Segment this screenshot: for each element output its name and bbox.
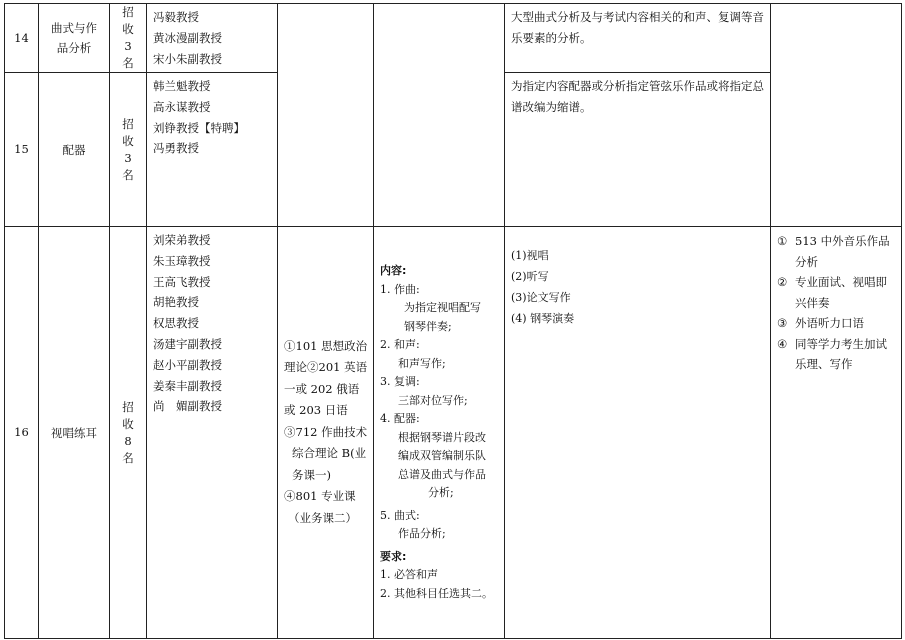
supervisor-name: 韩兰魁教授 xyxy=(153,79,211,93)
exam-subject-line: 一或 202 俄语 xyxy=(284,381,360,396)
supervisor-list xyxy=(147,4,278,73)
note-marker: ③ xyxy=(777,316,788,330)
supervisor-name: 高永谋教授 xyxy=(153,99,211,114)
quota-char: 名 xyxy=(122,167,134,182)
note-marker: ④ xyxy=(777,336,788,351)
content-line: 钢琴伴奏; xyxy=(404,319,452,333)
exam-subject-line: 或 203 日语 xyxy=(284,403,348,418)
supervisor-name: 朱玉璋教授 xyxy=(153,253,211,268)
enrollment-quota xyxy=(110,227,147,639)
content-line: 4. 配器: xyxy=(380,412,420,425)
supervisor-name: 尚 媚副教授 xyxy=(153,399,222,414)
quota-char: 名 xyxy=(122,450,134,465)
row-number: 14 xyxy=(5,4,39,73)
note-marker: ② xyxy=(777,275,788,289)
note-item xyxy=(777,313,897,334)
exam-subjects-cell xyxy=(278,4,374,227)
quota-char: 收 xyxy=(122,22,134,36)
content-line: 1. 作曲: xyxy=(380,282,420,296)
note-item xyxy=(777,231,897,272)
exam-subject-line: 理论②201 英语 xyxy=(284,360,368,375)
note-text: 同等学力考生加试乐理、写作 xyxy=(795,336,887,371)
exam-subject-line: 综合理论 B(业 xyxy=(292,446,367,461)
supervisor-name: 宋小朱副教授 xyxy=(153,51,222,66)
quota-char: 收 xyxy=(122,416,134,431)
exam-subject-line: ③712 作曲技术 xyxy=(284,424,368,439)
content-line: 和声写作; xyxy=(398,356,446,370)
content-line: 根据钢琴谱片段改 xyxy=(398,430,486,444)
note-item xyxy=(777,334,897,375)
retest-subject: (2)听写 xyxy=(511,270,549,283)
row-number: 15 xyxy=(5,73,39,227)
note-item xyxy=(777,272,897,313)
program-name: 视唱练耳 xyxy=(39,227,110,639)
retest-requirement: 大型曲式分析及与考试内容相关的和声、复调等音乐要素的分析。 xyxy=(505,4,771,73)
supervisor-name: 权思教授 xyxy=(153,316,199,331)
enrollment-quota xyxy=(110,4,147,73)
content-line: 为指定视唱配写 xyxy=(404,301,481,314)
quota-char: 名 xyxy=(122,56,134,70)
note-marker: ① xyxy=(777,234,788,248)
content-line: 5. 曲式: xyxy=(380,508,420,522)
row-number: 16 xyxy=(5,227,39,639)
exam-subjects xyxy=(278,227,374,639)
program-name: 配器 xyxy=(39,73,110,227)
quota-char: 3 xyxy=(124,39,132,53)
content-line: 3. 复调: xyxy=(380,375,420,388)
content-line: 分析; xyxy=(428,486,454,499)
supervisor-name: 赵小平副教授 xyxy=(153,357,222,372)
quota-char: 3 xyxy=(124,150,132,165)
supervisor-name: 胡艳教授 xyxy=(153,295,199,310)
note-text: 专业面试、视唱即兴伴奏 xyxy=(795,275,887,310)
supervisor-name: 黄冰漫副教授 xyxy=(153,30,222,45)
requirement-line: 2. 其他科目任选其二。 xyxy=(380,586,493,600)
exam-subject-line: （业务课二） xyxy=(288,510,357,525)
program-name xyxy=(39,4,110,73)
exam-content-cell xyxy=(374,4,505,227)
notes-list xyxy=(771,227,902,639)
content-line: 总谱及曲式与作品 xyxy=(398,467,486,481)
supervisor-name: 刘铮教授【特聘】 xyxy=(153,120,245,135)
enrollment-quota xyxy=(110,73,147,227)
program-table xyxy=(4,3,902,639)
table-row xyxy=(5,4,902,73)
supervisor-name: 冯毅教授 xyxy=(153,10,199,24)
note-text: 外语听力口语 xyxy=(795,316,864,330)
content-line: 编成双管编制乐队 xyxy=(398,449,486,462)
program-name-line: 曲式与作 xyxy=(51,21,97,35)
requirement-line: 1. 必答和声 xyxy=(380,568,438,581)
content-line: 三部对位写作; xyxy=(398,393,468,407)
quota-char: 招 xyxy=(122,399,134,414)
exam-subject-line: ①101 思想政治 xyxy=(284,338,368,353)
supervisor-list xyxy=(147,227,278,639)
note-text: 513 中外音乐作品分析 xyxy=(795,234,890,269)
notes-cell xyxy=(771,4,902,227)
exam-subject-line: ④801 专业课 xyxy=(284,489,356,504)
supervisor-name: 刘荣弟教授 xyxy=(153,233,211,247)
quota-char: 招 xyxy=(122,116,134,131)
content-heading: 内容: xyxy=(380,264,407,277)
table-row xyxy=(5,227,902,639)
quota-char: 招 xyxy=(122,5,134,19)
retest-requirement: 为指定内容配器或分析指定管弦乐作品或将指定总谱改编为缩谱。 xyxy=(505,73,771,227)
supervisor-name: 汤建宇副教授 xyxy=(153,336,222,351)
retest-subject: (4) 钢琴演奏 xyxy=(511,312,575,325)
supervisor-list xyxy=(147,73,278,227)
quota-char: 8 xyxy=(124,433,132,448)
program-name-line: 品分析 xyxy=(56,41,92,55)
supervisor-name: 王高飞教授 xyxy=(153,274,211,289)
exam-content xyxy=(374,227,505,639)
retest-subject: (3)论文写作 xyxy=(511,291,571,304)
supervisor-name: 姜秦丰副教授 xyxy=(153,378,222,393)
supervisor-name: 冯勇教授 xyxy=(153,141,199,156)
retest-subject: (1)视唱 xyxy=(511,249,549,262)
exam-subject-line: 务课一) xyxy=(292,467,331,482)
content-line: 2. 和声: xyxy=(380,338,420,351)
content-line: 作品分析; xyxy=(398,527,446,540)
retest-subjects xyxy=(505,227,771,639)
quota-char: 收 xyxy=(122,133,134,148)
requirement-heading: 要求: xyxy=(380,549,407,563)
